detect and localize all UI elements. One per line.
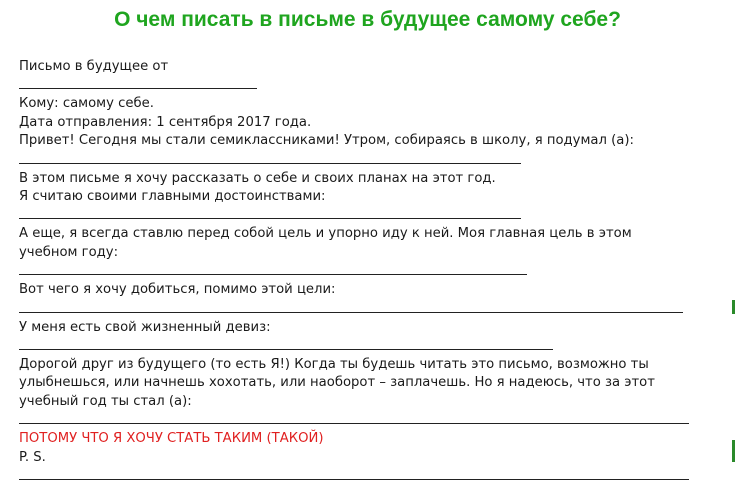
achieve-line: Вот чего я хочу добиться, помимо этой цели: [19, 282, 336, 298]
motto-line: У меня есть свой жизненный девиз: [19, 319, 271, 335]
because-line: ПОТОМУ ЧТО Я ХОЧУ СТАТЬ ТАКИМ (ТАКОЙ) [19, 431, 324, 447]
ps-label: P. S. [19, 449, 46, 465]
future-friend-paragraph: Дорогой друг из будущего (то есть Я!) Когда ты будешь читать это письмо, возможно ты улыбнешься, или начнешь хохотать, или наоборот – заплачешь. Но я надеюсь, что за этот учебный год ты стал (а): [19, 357, 655, 409]
ps-blank-line [19, 467, 689, 480]
greeting-blank-line [19, 151, 521, 164]
plans-line: В этом письме я хочу рассказать о себе и своих планах на этот год. [19, 170, 496, 186]
goal-line: А еще, я всегда ставлю перед собой цель и упорно иду к ней. Моя главная цель в этом учебном году: [19, 226, 632, 260]
to-line: Кому: самому себе. [19, 96, 154, 112]
goal-blank-line [19, 262, 527, 275]
future-friend-blank-line [19, 411, 689, 424]
from-blank-line [19, 76, 257, 89]
greeting-line: Привет! Сегодня мы стали семиклассниками! Утром, собираясь в школу, я подумал (а): [19, 133, 634, 149]
strengths-line: Я считаю своими главными достоинствами: [19, 189, 326, 205]
letter-template [19, 58, 719, 486]
from-label: Письмо в будущее от [19, 59, 169, 74]
date-line: Дата отправления: 1 сентября 2017 года. [19, 114, 312, 130]
page-title: О чем писать в письме в будущее самому себе? [114, 8, 621, 31]
achieve-blank-line [19, 300, 683, 313]
motto-blank-line [19, 337, 553, 350]
strengths-blank-line [19, 206, 521, 219]
